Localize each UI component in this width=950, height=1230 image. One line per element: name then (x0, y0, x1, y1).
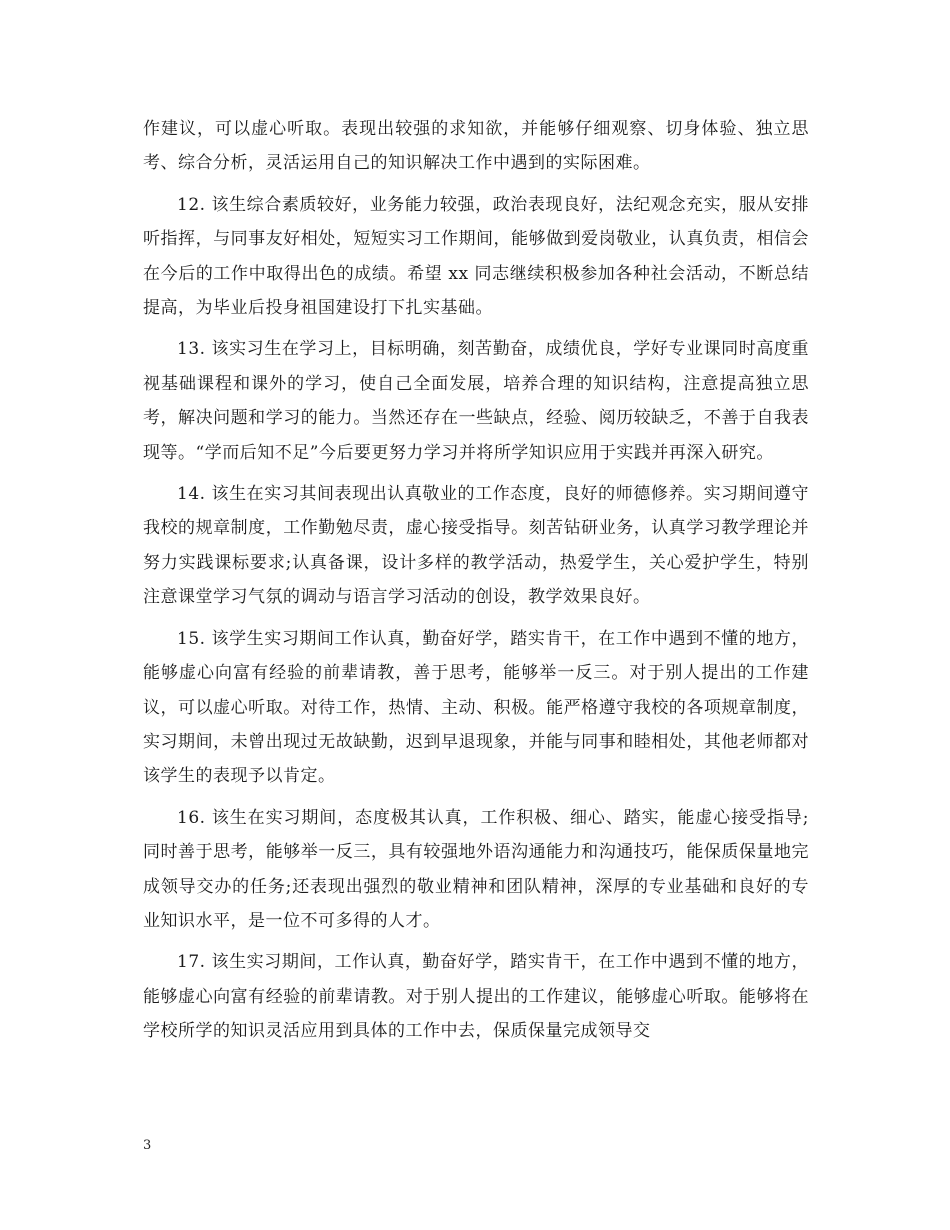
paragraph-item-13: 13. 该实习生在学习上，目标明确，刻苦勤奋，成绩优良，学好专业课同时高度重视基础课程和课外的学习，使自己全面发展，培养合理的知识结构，注意提高独立思考，解决问题和学习的能力。当然还存在一些缺点，经验、阅历较缺乏，不善于自我表现等。“学而后知不足”今后要更努力学习并将所学知识应用于实践并再深入研究。 (143, 339, 809, 463)
page-body (143, 112, 809, 1056)
page-number: 3 (143, 1138, 152, 1153)
paragraph-item-16: 16. 该生在实习期间，态度极其认真，工作积极、细心、踏实，能虚心接受指导;同时善于思考，能够举一反三，具有较强地外语沟通能力和沟通技巧，能保质保量地完成领导交办的任务;还表现出强烈的敬业精神和团队精神，深厚的专业基础和良好的专业知识水平，是一位不可多得的人才。 (143, 807, 809, 931)
paragraph-item-17: 17. 该生实习期间，工作认真，勤奋好学，踏实肯干，在工作中遇到不懂的地方，能够虚心向富有经验的前辈请教。对于别人提出的工作建议，能够虚心听取。能够将在学校所学的知识灵活应用到具体的工作中去，保质保量完成领导交 (143, 952, 809, 1042)
paragraph-item-14: 14. 该生在实习其间表现出认真敬业的工作态度，良好的师德修养。实习期间遵守我校的规章制度，工作勤勉尽责，虚心接受指导。刻苦钻研业务，认真学习教学理论并努力实践课标要求;认真备课，设计多样的教学活动，热爱学生，关心爱护学生，特别注意课堂学习气氛的调动与语言学习活动的创设，教学效果良好。 (143, 484, 809, 608)
paragraph-continuation: 作建议，可以虚心听取。表现出较强的求知欲，并能够仔细观察、切身体验、独立思考、综合分析，灵活运用自己的知识解决工作中遇到的实际困难。 (143, 119, 809, 174)
paragraph-item-15: 15. 该学生实习期间工作认真，勤奋好学，踏实肯干，在工作中遇到不懂的地方，能够虚心向富有经验的前辈请教，善于思考，能够举一反三。对于别人提出的工作建议，可以虚心听取。对待工作，热情、主动、积极。能严格遵守我校的各项规章制度，实习期间，未曾出现过无故缺勤，迟到早退现象，并能与同事和睦相处，其他老师都对该学生的表现予以肯定。 (143, 628, 809, 787)
paragraph-item-12: 12. 该生综合素质较好，业务能力较强，政治表现良好，法纪观念充实，服从安排听指挥，与同事友好相处，短短实习工作期间，能够做到爱岗敬业，认真负责，相信会在今后的工作中取得出色的成绩。希望 xx 同志继续积极参加各种社会活动，不断总结提高，为毕业后投身祖国建设打下扎实基础。 (143, 194, 809, 319)
